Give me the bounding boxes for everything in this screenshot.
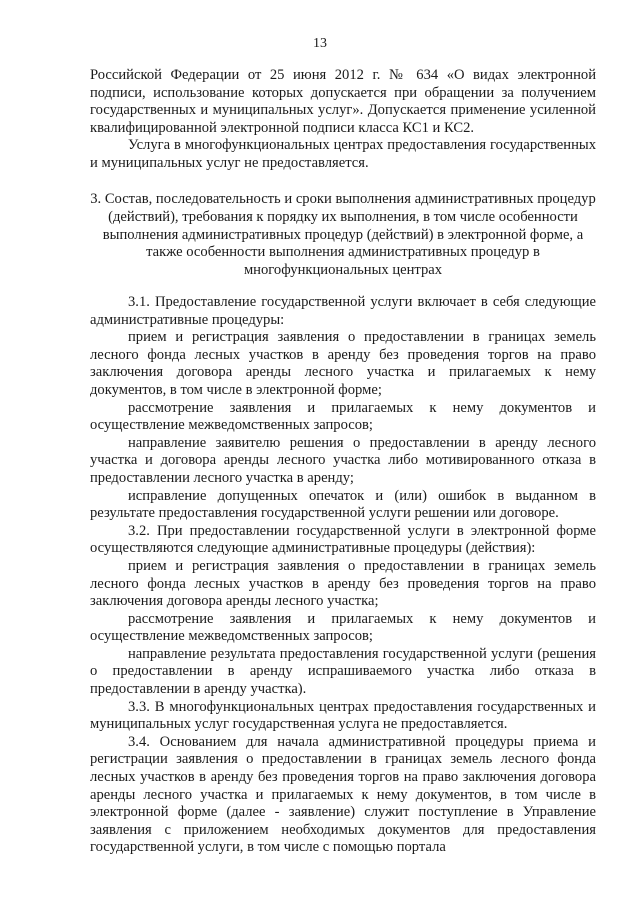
intro-block [90, 67, 596, 173]
paragraph-3-1-item-1: прием и регистрация заявления о предоставлении в границах земель лесного фонда лесных участков в аренду без проведения торгов на право заключения договора аренды лесного участка и прилагаемых к нему документов, в том числе в электронной форме; [90, 329, 596, 398]
paragraph-3-1-item-2: рассмотрение заявления и прилагаемых к нему документов и осуществление межведомственных запросов; [90, 399, 596, 434]
paragraph-3-1-item-4: исправление допущенных опечаток и (или) ошибок в выданном в результате предоставления государственной услуги решении или договоре. [90, 487, 596, 522]
paragraph-3-3: 3.3. В многофункциональных центрах предоставления государственных и муниципальных услуг государственная услуга не предоставляется. [90, 698, 596, 733]
paragraph-3-2-item-2: рассмотрение заявления и прилагаемых к нему документов и осуществление межведомственных запросов; [90, 610, 596, 645]
paragraph-3-2: 3.2. При предоставлении государственной услуги в электронной форме осуществляются следующие административные процедуры (действия): [90, 522, 596, 557]
paragraph-3-1: 3.1. Предоставление государственной услуги включает в себя следующие административные процедуры: [90, 294, 596, 328]
intro-paragraph-1: Российской Федерации от 25 июня 2012 г. № 634 «О видах электронной подписи, использование которых допускается при обращении за получением государственных и муниципальных услуг». Допускается применение усиленной квалифицированной электронной подписи класса КС1 и КС2. [90, 67, 596, 136]
paragraph-3-2-item-3: направление результата предоставления государственной услуги (решения о предоставлении в аренду испрашиваемого участка либо отказа в предоставлении в аренду участка). [90, 645, 596, 698]
section-heading: 3. Состав, последовательность и сроки выполнения административных процедур (действий), требования к порядку их выполнения, в том числе особенности выполнения административных процедур (действий) в электронной форме, а также особенности выполнения административных процедур в многофункциональных центрах [90, 191, 596, 279]
section-body [90, 294, 596, 857]
page-number: 13 [313, 36, 327, 51]
paragraph-3-2-item-1: прием и регистрация заявления о предоставлении в границах земель лесного фонда лесных участков в аренду без проведения торгов на право заключения договора аренды лесного участка; [90, 557, 596, 610]
intro-paragraph-2: Услуга в многофункциональных центрах предоставления государственных и муниципальных услуг не предоставляется. [90, 137, 596, 171]
paragraph-3-1-item-3: направление заявителю решения о предоставлении в аренду лесного участка и договора аренды лесного участка либо мотивированного отказа в предоставлении лесного участка в аренду; [90, 434, 596, 486]
paragraph-3-4: 3.4. Основанием для начала административной процедуры приема и регистрации заявления о предоставлении в границах земель лесного фонда лесных участков в аренду без проведения торгов на право заключения договора аренды лесного участка и прилагаемых к нему документов, в том числе в электронной форме (далее - заявление) служит поступление в Управление заявления с приложением необходимых документов для предоставления государственной услуги, в том числе с помощью портала [90, 733, 596, 856]
